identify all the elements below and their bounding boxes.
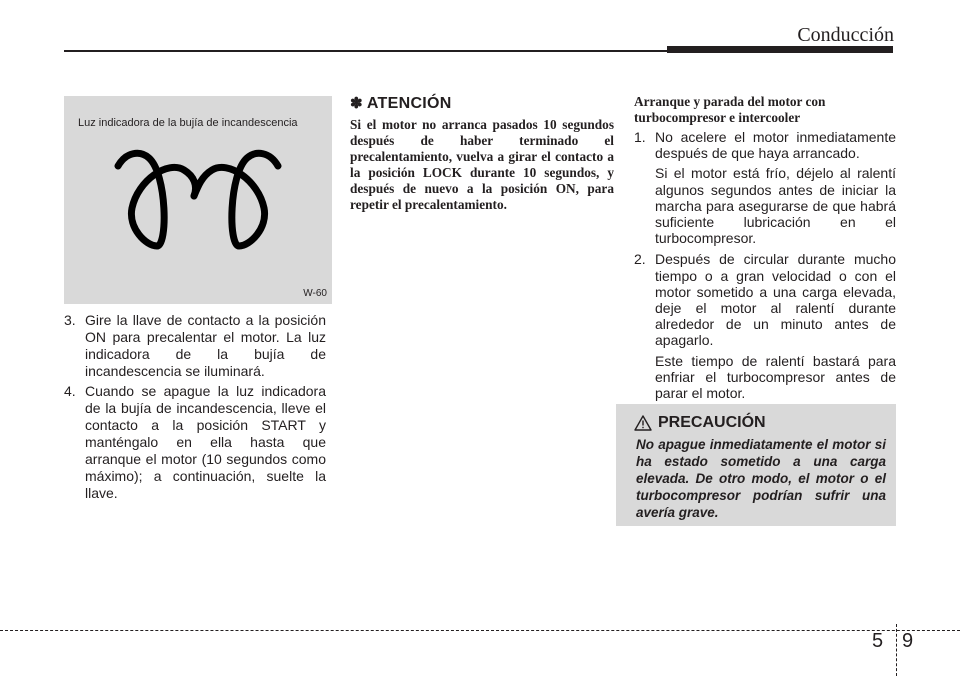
step-text: Gire la llave de contacto a la posición ON para precalentar el motor. La luz indicadora de la bujía de incandescencia se iluminará. bbox=[85, 312, 326, 379]
warning-triangle-icon bbox=[634, 415, 652, 431]
left-steps bbox=[64, 312, 326, 505]
figure-caption: Luz indicadora de la bujía de incandescencia bbox=[78, 117, 298, 129]
step-paragraph: Este tiempo de ralentí bastará para enfriar el turbocompresor antes de parar el motor. bbox=[655, 352, 896, 402]
caution-body: No apague inmediatamente el motor si ha estado sometido a una carga elevada. De otro modo, el motor o el turbocompresor podrían sufrir una avería grave. bbox=[636, 437, 886, 520]
step-paragraph: Si el motor está frío, déjelo al ralentí algunos segundos antes de iniciar la marcha para asegurarse de que habrá suficiente lubricación en el turbocompresor. bbox=[655, 165, 896, 247]
asterisk-icon: ✽ bbox=[350, 95, 363, 112]
glow-plug-figure bbox=[64, 96, 332, 304]
turbo-step-1 bbox=[634, 129, 896, 246]
footer-divider bbox=[896, 624, 897, 676]
step-text: Cuando se apague la luz indicadora de la bujía de incandescencia, lleve el contacto a la posición START y manténgalo en ella hasta que arranque el motor (10 segundos como máximo); a continuación, suelte la llave. bbox=[85, 383, 326, 501]
turbo-step-2 bbox=[634, 251, 896, 401]
step-paragraph: Después de circular durante mucho tiempo o a gran velocidad o con el motor sometido a una carga elevada, deje el motor al ralentí durante alrededor de un minuto antes de apagarlo. bbox=[655, 251, 896, 349]
attention-title-text: ATENCIÓN bbox=[366, 95, 452, 112]
caution-title: PRECAUCIÓN bbox=[658, 414, 766, 431]
footer-rule bbox=[0, 630, 960, 631]
turbo-heading: Arranque y parada del motor con turbocompresor e intercooler bbox=[634, 94, 826, 125]
glow-plug-indicator-icon bbox=[64, 96, 332, 304]
step-paragraph: No acelere el motor inmediatamente después de que haya arrancado. bbox=[655, 129, 896, 162]
attention-note bbox=[350, 94, 614, 213]
header-bar bbox=[667, 46, 893, 53]
section-title: Conducción bbox=[797, 24, 894, 46]
turbo-section bbox=[634, 94, 896, 406]
page-number: 9 bbox=[902, 630, 914, 652]
chapter-number: 5 bbox=[872, 630, 884, 652]
step-number: 3. bbox=[64, 312, 76, 328]
step-4 bbox=[64, 383, 326, 502]
caution-box bbox=[616, 404, 896, 526]
step-number: 2. bbox=[634, 251, 646, 268]
step-3 bbox=[64, 312, 326, 380]
caution-header bbox=[634, 414, 766, 432]
header-rule bbox=[64, 50, 667, 52]
figure-code: W-60 bbox=[303, 288, 327, 299]
attention-body: Si el motor no arranca pasados 10 segundos después de haber terminado el precalentamiento, vuelva a girar el contacto a la posición LOCK durante 10 segundos, y después de nuevo a la posición ON, para repetir el precalentamiento. bbox=[350, 117, 614, 212]
step-number: 4. bbox=[64, 383, 76, 399]
step-number: 1. bbox=[634, 129, 646, 145]
attention-title bbox=[350, 94, 614, 113]
